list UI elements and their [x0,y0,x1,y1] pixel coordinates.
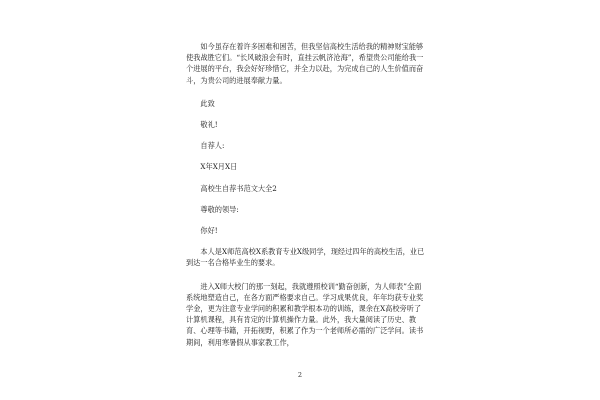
date-line: X年X月X日 [200,162,238,172]
section-heading: 高校生自荐书范文大全2 [200,183,277,193]
greeting-recipient: 尊敬的领导: [200,204,239,214]
document-body [186,41,426,348]
paragraph-closing-statement: 如今虽存在着许多困难和困苦，但我坚信高校生活给我的精神财宝能够使我战胜它们。“长风破浪会有时，直挂云帆济沧海”，希望贵公司能给我一个进展的平台，我会好好珍惜它，并全力以赴，为完成自己的人生价值而奋斗，为贵公司的进展奉献力量。 [186,42,424,85]
signature-label: 自荐人: [200,141,225,151]
salutation-cizhi: 此致 [200,98,215,108]
page-number: 2 [297,371,303,379]
greeting-hello: 你好! [200,226,218,236]
paragraph-introduction: 本人是X师范高校X系教育专业X级同学，现经过四年的高校生活，业已到达一名合格毕业生的要求。 [186,247,425,268]
salutation-jingli: 敬礼! [200,120,218,130]
paragraph-experience: 进入X师大校门的那一刻起，我就遵照校训“勤奋创新，为人师表”全面系统地塑造自己，在各方面严格要求自己。学习成果优良，年年均获专业奖学金，更为注意专业学问的积累和教学根本功的训练，课余在X高校旁听了计算机课程，具有肯定的计算机操作力量。此外，我大量阅读了历史、教育、心理等书籍，开拓视野，积累了作为一个老师所必需的广泛学问。读书期间，利用寒暑假从事家教工作， [186,281,424,347]
